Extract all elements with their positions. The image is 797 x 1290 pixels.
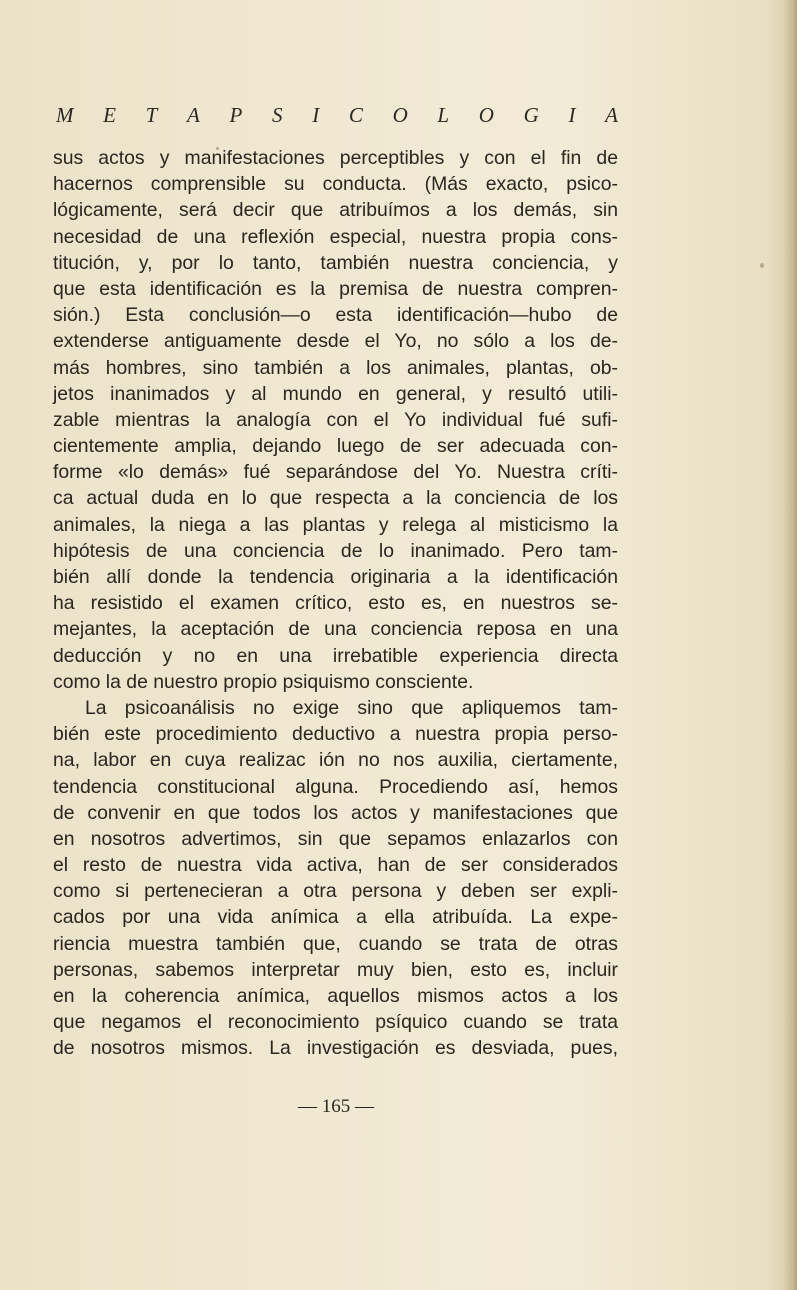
text-line: hacernos comprensible su conducta. (Más exacto, psico-	[53, 173, 618, 196]
text-line: que esta identificación es la premisa de nuestra compren-	[53, 277, 618, 300]
text-line: deducción y no en una irrebatible experiencia directa	[53, 644, 618, 667]
body-text	[53, 145, 618, 1062]
text-line: en nosotros advertimos, sin que sepamos enlazarlos con	[53, 827, 618, 850]
page-number: — 165 —	[298, 1096, 374, 1117]
text-line: de nosotros mismos. La investigación es desviada, pues,	[53, 1037, 618, 1060]
text-line: ha resistido el examen crítico, esto es, en nuestros se-	[53, 592, 618, 615]
running-head-letter: P	[229, 103, 243, 127]
text-line: forme «lo demás» fué separándose del Yo. Nuestra críti-	[53, 461, 618, 484]
running-head-letter: E	[103, 103, 116, 127]
text-line: el resto de nuestra vida activa, han de ser considerados	[53, 854, 618, 877]
text-line: riencia muestra también que, cuando se trata de otras	[53, 932, 618, 955]
running-head-letter: A	[605, 103, 618, 127]
running-head-letter: S	[272, 103, 283, 127]
text-line: cientemente amplia, dejando luego de ser adecuada con-	[53, 435, 618, 458]
running-head-letter: G	[523, 103, 539, 127]
running-head-letter: O	[478, 103, 494, 127]
running-head-letter: A	[187, 103, 200, 127]
text-line: cados por una vida anímica a ella atribuída. La expe-	[53, 906, 618, 929]
text-line: ca actual duda en lo que respecta a la conciencia de los	[53, 487, 618, 510]
text-line: como si pertenecieran a otra persona y deben ser expli-	[53, 880, 618, 903]
paper-speck	[760, 263, 764, 268]
running-head-letter: I	[568, 103, 576, 127]
text-line: La psicoanálisis no exige sino que apliquemos tam-	[85, 696, 618, 719]
text-line: sión.) Esta conclusión—o esta identificación—hubo de	[53, 304, 618, 327]
text-line: como la de nuestro propio psiquismo consciente.	[53, 670, 474, 693]
running-head-letter: I	[312, 103, 320, 127]
text-line: que negamos el reconocimiento psíquico cuando se trata	[53, 1011, 618, 1034]
text-line: mejantes, la aceptación de una conciencia reposa en una	[53, 618, 618, 641]
running-head-letter: L	[437, 103, 450, 127]
text-line: animales, la niega a las plantas y relega al misticismo la	[53, 513, 618, 536]
text-line: más hombres, sino también a los animales, plantas, ob-	[53, 356, 618, 379]
text-line: na, labor en cuya realizac ión no nos auxilia, ciertamente,	[53, 749, 618, 772]
running-head-letter: C	[348, 103, 363, 127]
text-line: sus actos y manifestaciones perceptibles y con el fin de	[53, 147, 618, 169]
text-line: de convenir en que todos los actos y manifestaciones que	[53, 801, 618, 824]
text-line: tendencia constitucional alguna. Procediendo así, hemos	[53, 775, 618, 798]
running-head	[56, 103, 618, 128]
text-line: bién allí donde la tendencia originaria a la identificación	[53, 566, 618, 588]
text-line: extenderse antiguamente desde el Yo, no sólo a los de-	[53, 330, 618, 353]
text-line: hipótesis de una conciencia de lo inanimado. Pero tam-	[53, 539, 618, 562]
text-line: bién este procedimiento deductivo a nuestra propia perso-	[53, 723, 618, 746]
running-head-letter: O	[392, 103, 408, 127]
running-head-letter: T	[145, 103, 158, 127]
text-line: titución, y, por lo tanto, también nuestra conciencia, y	[53, 251, 618, 274]
text-line: personas, sabemos interpretar muy bien, esto es, incluir	[53, 958, 618, 981]
text-line: jetos inanimados y al mundo en general, y resultó utili-	[53, 382, 618, 405]
text-line: lógicamente, será decir que atribuímos a los demás, sin	[53, 199, 618, 222]
running-head-letter: M	[56, 103, 74, 127]
text-line: en la coherencia anímica, aquellos mismos actos a los	[53, 985, 618, 1007]
page-edge-shadow	[783, 0, 797, 1290]
text-line: zable mientras la analogía con el Yo individual fué sufi-	[53, 408, 618, 431]
text-line: necesidad de una reflexión especial, nuestra propia cons-	[53, 225, 618, 248]
